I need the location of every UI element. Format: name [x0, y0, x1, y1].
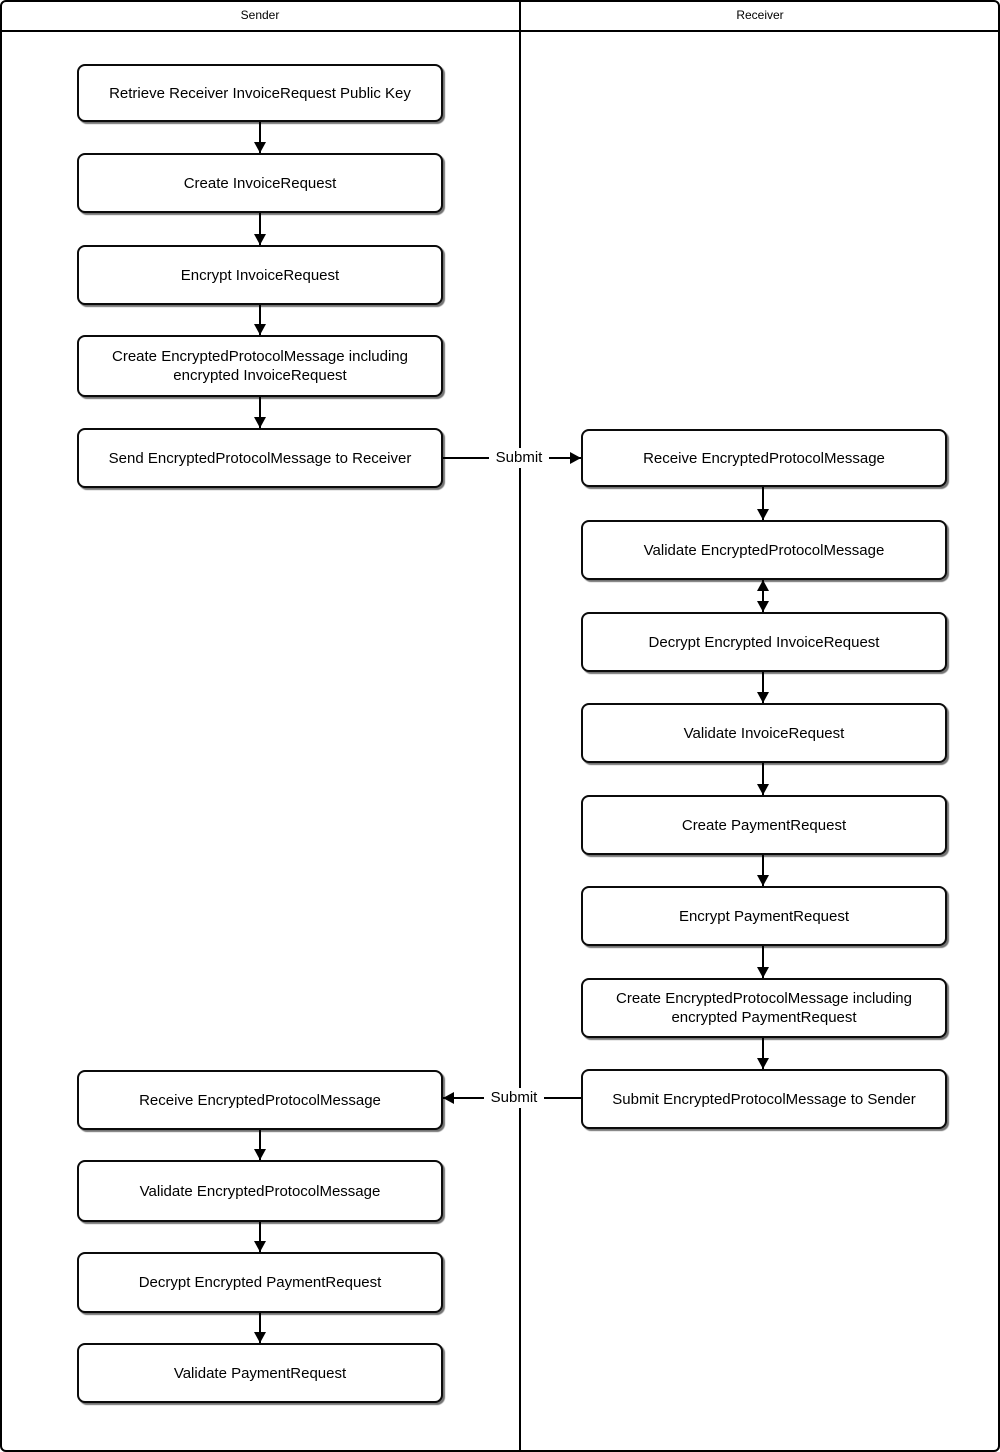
arrow-down [259, 213, 261, 245]
node-encrypt-invoicerequest: Encrypt InvoiceRequest [77, 245, 443, 305]
arrowhead-down-icon [757, 601, 769, 612]
arrow-down [762, 855, 764, 886]
node-create-encryptedprotocolmessage-paymentrequest: Create EncryptedProtocolMessage including encrypted PaymentRequest [581, 978, 947, 1038]
arrowhead-down-icon [757, 509, 769, 520]
node-create-invoicerequest: Create InvoiceRequest [77, 153, 443, 213]
arrowhead-right-icon [570, 452, 581, 464]
arrow-down [259, 1130, 261, 1160]
node-validate-invoicerequest: Validate InvoiceRequest [581, 703, 947, 763]
node-decrypt-encrypted-paymentrequest: Decrypt Encrypted PaymentRequest [77, 1252, 443, 1313]
arrow-double-vertical [762, 580, 764, 612]
arrow-down [259, 1222, 261, 1252]
arrowhead-down-icon [254, 1332, 266, 1343]
node-validate-encryptedprotocolmessage-sender: Validate EncryptedProtocolMessage [77, 1160, 443, 1222]
arrowhead-down-icon [757, 967, 769, 978]
arrow-down [762, 672, 764, 703]
node-receive-encryptedprotocolmessage-sender: Receive EncryptedProtocolMessage [77, 1070, 443, 1130]
submit-label-to-receiver: Submit [489, 448, 549, 468]
arrow-down [762, 487, 764, 520]
node-send-encryptedprotocolmessage-to-receiver: Send EncryptedProtocolMessage to Receiver [77, 428, 443, 488]
node-decrypt-encrypted-invoicerequest: Decrypt Encrypted InvoiceRequest [581, 612, 947, 672]
arrow-down [259, 122, 261, 153]
node-retrieve-invoicerequest-public-key: Retrieve Receiver InvoiceRequest Public Key [77, 64, 443, 122]
lane-title-sender: Sender [240, 8, 280, 22]
node-create-paymentrequest: Create PaymentRequest [581, 795, 947, 855]
arrow-down [259, 305, 261, 335]
node-create-encryptedprotocolmessage-invoicerequest: Create EncryptedProtocolMessage including encrypted InvoiceRequest [77, 335, 443, 397]
arrowhead-down-icon [254, 1149, 266, 1160]
arrowhead-down-icon [757, 692, 769, 703]
arrowhead-down-icon [254, 417, 266, 428]
arrowhead-down-icon [254, 234, 266, 245]
node-validate-paymentrequest: Validate PaymentRequest [77, 1343, 443, 1403]
arrow-down [259, 1313, 261, 1343]
arrowhead-down-icon [757, 1058, 769, 1069]
arrowhead-down-icon [757, 875, 769, 886]
arrow-down [259, 397, 261, 428]
arrow-down [762, 946, 764, 978]
arrowhead-down-icon [254, 1241, 266, 1252]
arrowhead-down-icon [254, 324, 266, 335]
node-submit-encryptedprotocolmessage-to-sender: Submit EncryptedProtocolMessage to Sender [581, 1069, 947, 1129]
submit-label-to-sender: Submit [484, 1088, 544, 1108]
arrowhead-down-icon [757, 784, 769, 795]
arrow-down [762, 1038, 764, 1069]
arrowhead-left-icon [443, 1092, 454, 1104]
lane-title-receiver: Receiver [736, 8, 784, 22]
node-validate-encryptedprotocolmessage: Validate EncryptedProtocolMessage [581, 520, 947, 580]
node-receive-encryptedprotocolmessage: Receive EncryptedProtocolMessage [581, 429, 947, 487]
arrowhead-down-icon [254, 142, 266, 153]
arrowhead-up-icon [757, 580, 769, 591]
arrow-down [762, 763, 764, 795]
node-encrypt-paymentrequest: Encrypt PaymentRequest [581, 886, 947, 946]
lane-header-divider [0, 30, 1000, 32]
